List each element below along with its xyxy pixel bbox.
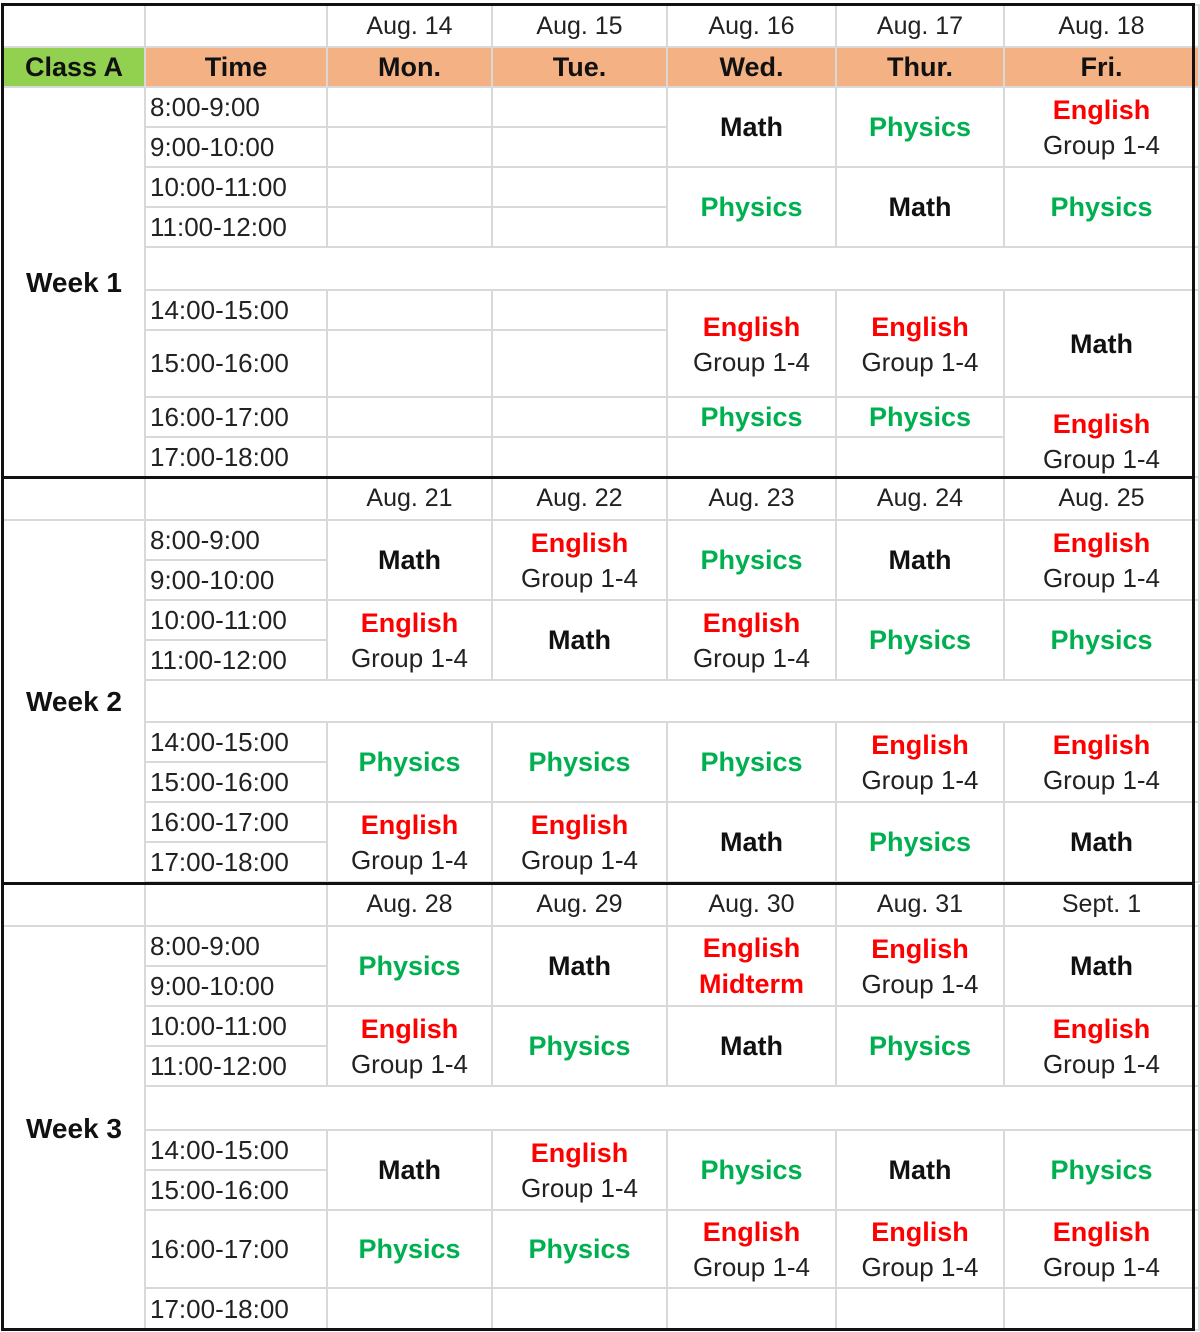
subject-math: Math [720,1031,783,1061]
session-cell [836,722,1004,802]
subject-physics: Physics [868,827,972,857]
empty-cell [836,1288,1004,1330]
session-cell [667,397,836,437]
subject-physics: Physics [358,951,461,981]
session-cell [492,926,667,1006]
date-row [3,5,1199,47]
subject-math: Math [378,1155,441,1185]
empty-cell [492,397,667,437]
lunch-break-cell [145,247,1199,290]
empty-cell [492,207,667,247]
date-row [3,478,1199,520]
empty-cell [327,207,492,247]
session-cell [667,600,836,680]
time-slot: 11:00-12:00 [145,207,327,247]
session-cell [667,87,836,167]
group-label: Group 1-4 [1042,563,1161,593]
subject-physics: Physics [528,747,631,777]
time-slot: 8:00-9:00 [145,520,327,560]
session-cell [1004,802,1199,882]
session-cell [1004,167,1199,247]
time-slot: 14:00-15:00 [145,290,327,330]
session-cell [492,802,667,882]
date-wed: Aug. 23 [667,478,836,520]
group-label: Group 1-4 [1042,765,1161,795]
subject-physics: Physics [528,1031,631,1061]
empty-cell [327,167,492,207]
session-cell [667,926,836,1006]
empty-cell [492,437,667,477]
group-label: Group 1-4 [350,643,469,673]
blank-cell [145,884,327,926]
session-cell [327,802,492,882]
time-slot: 17:00-18:00 [145,842,327,882]
date-fri: Aug. 25 [1004,478,1199,520]
session-cell [836,290,1004,397]
session-cell [836,1210,1004,1288]
subject-english: English [871,311,969,342]
subject-math: Math [888,545,952,575]
empty-cell [492,1288,667,1330]
group-label: Group 1-4 [1042,1049,1161,1079]
session-cell [1004,397,1199,477]
empty-cell [327,127,492,167]
session-cell [667,167,836,247]
time-slot: 15:00-16:00 [145,330,327,397]
subject-math: Math [888,192,952,222]
time-slot: 9:00-10:00 [145,560,327,600]
subject-math: Math [548,625,611,655]
group-label: Group 1-4 [692,643,811,673]
group-label: Group 1-4 [1042,444,1161,474]
empty-cell [327,1288,492,1330]
subject-physics: Physics [700,192,803,222]
empty-cell [492,127,667,167]
session-cell [667,1130,836,1210]
session-cell [836,1006,1004,1086]
session-cell [836,1130,1004,1210]
session-cell [836,926,1004,1006]
time-slot: 10:00-11:00 [145,1006,327,1046]
date-mon: Aug. 28 [327,884,492,926]
empty-cell [327,290,492,330]
lunch-break-cell [145,1086,1199,1130]
subject-math: Math [720,112,783,142]
lunch-break-cell [145,680,1199,722]
blank-cell [3,5,145,47]
time-slot: 10:00-11:00 [145,600,327,640]
time-slot: 10:00-11:00 [145,167,327,207]
subject-physics: Physics [358,747,461,777]
subject-math: Math [1070,827,1133,857]
week-2-table [2,478,1200,883]
subject-english: English [871,730,969,760]
date-mon: Aug. 21 [327,478,492,520]
group-label: Group 1-4 [1042,1252,1161,1282]
group-label: Group 1-4 [350,845,469,875]
week-label: Week 2 [3,520,145,882]
session-cell [667,1210,836,1288]
week-3-table [2,884,1200,1331]
class-label: Class A [3,47,145,87]
time-slot: 15:00-16:00 [145,1170,327,1210]
session-cell [1004,1130,1199,1210]
session-cell [667,1006,836,1086]
date-tue: Aug. 15 [492,5,667,47]
session-cell [836,397,1004,437]
empty-cell [1004,1288,1199,1330]
time-slot: 11:00-12:00 [145,1046,327,1086]
time-slot: 8:00-9:00 [145,926,327,966]
lunch-break-row [3,1086,1199,1130]
subject-english: English [1052,409,1151,439]
date-wed: Aug. 30 [667,884,836,926]
subject-physics: Physics [868,112,972,142]
empty-cell [327,437,492,477]
session-cell [327,1130,492,1210]
week-label: Week 1 [3,87,145,477]
empty-cell [492,330,667,397]
subject-english: English [702,1217,801,1247]
date-row [3,884,1199,926]
session-cell [492,1130,667,1210]
subject-physics: Physics [358,1234,461,1264]
empty-cell [327,87,492,127]
lunch-break-row [3,247,1199,290]
subject-math: Math [378,545,441,575]
subject-math: Math [1070,328,1133,359]
subject-english: English [702,311,801,342]
group-label: Group 1-4 [861,1252,979,1282]
empty-cell [327,330,492,397]
subject-math: Math [548,951,611,981]
session-cell [327,722,492,802]
session-cell [1004,87,1199,167]
date-thu: Aug. 24 [836,478,1004,520]
time-slot: 11:00-12:00 [145,640,327,680]
session-cell [1004,1210,1199,1288]
time-header: Time [145,47,327,87]
session-cell [327,926,492,1006]
group-label: Group 1-4 [520,845,639,875]
time-slot: 14:00-15:00 [145,1130,327,1170]
session-cell [836,520,1004,600]
subject-english: English [360,1014,459,1044]
time-slot: 17:00-18:00 [145,437,327,477]
subject-english: English [360,608,459,638]
session-cell [667,290,836,397]
subject-english: English [1052,95,1151,125]
week-1-table [2,4,1200,478]
session-cell [492,520,667,600]
subject-physics: Physics [700,1155,803,1185]
blank-cell [3,478,145,520]
subject-physics: Physics [700,747,803,777]
subject-physics: Physics [1050,625,1153,655]
day-header-thu: Thur. [836,47,1004,87]
subject-english: English [1052,730,1151,760]
session-cell [492,722,667,802]
day-header-fri: Fri. [1004,47,1199,87]
subject-physics: Physics [1050,192,1153,222]
subject-english: English [360,810,459,840]
subject-physics: Physics [700,545,803,575]
group-label: Group 1-4 [692,1252,811,1282]
session-cell [1004,1006,1199,1086]
empty-cell [836,437,1004,477]
subject-english: English [530,1138,629,1168]
subject-english: English [530,810,629,840]
empty-cell [327,397,492,437]
session-cell [836,87,1004,167]
subject-english: English [871,934,969,964]
session-cell [327,600,492,680]
session-cell [327,1006,492,1086]
date-fri: Sept. 1 [1004,884,1199,926]
subject-english: English [530,528,629,558]
session-cell [1004,290,1199,397]
date-wed: Aug. 16 [667,5,836,47]
blank-cell [145,478,327,520]
time-slot: 15:00-16:00 [145,762,327,802]
midterm-label: Midterm [698,969,804,999]
time-slot: 9:00-10:00 [145,966,327,1006]
date-mon: Aug. 14 [327,5,492,47]
session-cell [1004,926,1199,1006]
session-cell [667,722,836,802]
date-fri: Aug. 18 [1004,5,1199,47]
empty-cell [667,437,836,477]
date-thu: Aug. 17 [836,5,1004,47]
time-slot: 9:00-10:00 [145,127,327,167]
subject-english: English [1052,1217,1151,1247]
group-label: Group 1-4 [861,765,979,795]
empty-cell [492,290,667,330]
subject-physics: Physics [700,402,803,432]
time-slot: 16:00-17:00 [145,397,327,437]
subject-physics: Physics [868,625,972,655]
group-label: Group 1-4 [692,346,811,377]
day-header-tue: Tue. [492,47,667,87]
subject-english: English [1052,528,1151,558]
group-label: Group 1-4 [520,563,639,593]
session-cell [1004,722,1199,802]
subject-english: English [702,933,801,963]
time-slot: 17:00-18:00 [145,1288,327,1330]
subject-english: English [702,608,801,638]
day-header-mon: Mon. [327,47,492,87]
group-label: Group 1-4 [1042,130,1161,160]
time-slot: 14:00-15:00 [145,722,327,762]
date-tue: Aug. 29 [492,884,667,926]
group-label: Group 1-4 [861,969,979,999]
empty-cell [492,167,667,207]
subject-english: English [871,1217,969,1247]
subject-physics: Physics [868,402,972,432]
blank-cell [145,5,327,47]
subject-math: Math [1070,951,1133,981]
session-cell [492,600,667,680]
blank-cell [3,884,145,926]
group-label: Group 1-4 [350,1049,469,1079]
subject-physics: Physics [1050,1155,1153,1185]
empty-cell [667,1288,836,1330]
group-label: Group 1-4 [520,1173,639,1203]
header-row [3,47,1199,87]
session-cell [836,167,1004,247]
session-cell [1004,520,1199,600]
session-cell [836,802,1004,882]
subject-physics: Physics [868,1031,972,1061]
session-cell [327,1210,492,1288]
subject-english: English [1052,1014,1151,1044]
date-tue: Aug. 22 [492,478,667,520]
subject-math: Math [888,1155,952,1185]
day-header-wed: Wed. [667,47,836,87]
group-label: Group 1-4 [861,346,979,377]
subject-math: Math [720,827,783,857]
week-label: Week 3 [3,926,145,1330]
time-slot: 8:00-9:00 [145,87,327,127]
time-slot: 16:00-17:00 [145,1210,327,1288]
session-cell [492,1006,667,1086]
session-cell [492,1210,667,1288]
session-cell [836,600,1004,680]
time-slot: 16:00-17:00 [145,802,327,842]
empty-cell [492,87,667,127]
session-cell [667,520,836,600]
session-cell [327,520,492,600]
date-thu: Aug. 31 [836,884,1004,926]
lunch-break-row [3,680,1199,722]
session-cell [667,802,836,882]
subject-physics: Physics [528,1234,631,1264]
session-cell [1004,600,1199,680]
